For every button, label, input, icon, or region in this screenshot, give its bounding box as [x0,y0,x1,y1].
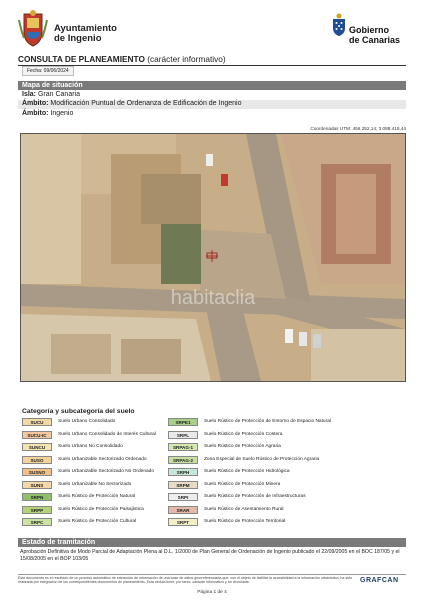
legend-code: SRPL [168,431,198,439]
legend-desc: Suelo Rústico de Protección Territorial [204,519,286,524]
legend-code: SUSO [22,456,52,464]
page-number: Página 1 de 4 [197,590,227,595]
legend-code: SRPM [168,481,198,489]
legend-code: SRPAG-2 [168,456,198,464]
map-watermark: habitaclia [170,287,256,309]
legend-row [168,418,358,427]
legend-title: Categoría y subcategoría del suelo [22,408,135,415]
section-header-mapa: Mapa de situación [18,81,406,90]
ambito-value-2: Ingenio [50,110,74,117]
legend-desc: Suelo Urbanizable Sectorizado Ordenado [58,456,147,462]
ayuntamiento-line1: Ayuntamiento [54,23,117,34]
legend-desc: Zona Especial de Suelo Rústico de Protección Agraria [204,456,320,462]
ambito-row-2 [18,110,406,119]
legend-code: SRPH [168,468,198,476]
legend-desc: Suelo Rústico de Asentamiento Rural [204,506,284,512]
legend-desc: Suelo Rústico de Protección Hidrológica [204,469,290,474]
isla-row [18,91,406,100]
legend-code: SRPAG-1 [168,443,198,451]
ambito-value-1: Modificación Puntual de Ordenanza de Edificación de Ingenio [50,100,242,107]
legend-row [168,456,358,465]
legend-desc: Suelo Rústico de Protección Agraria [204,444,281,449]
aerial-photo [21,134,405,381]
gobierno-line2: de Canarias [349,34,401,45]
legend-code: SRPT [168,518,198,526]
legend-desc: Suelo Urbano No Consolidado [58,444,123,449]
legend-desc: Suelo Rústico de Protección Paisajística [58,506,144,512]
gobierno-line1: Gobierno [349,25,389,35]
legend-code: SRPE1 [168,418,198,426]
legend-row [168,468,358,477]
page-header [0,0,424,52]
legend-desc: Suelo Rústico de Protección Minera [204,481,281,487]
legend-code: SRPN [22,493,52,501]
legend-code: SRAR [168,506,198,514]
legend-desc: Suelo Rústico de Protección Natural [58,494,136,499]
legend-row [168,481,358,490]
aerial-map[interactable] [20,133,406,382]
legend-code: SRPI [168,493,198,501]
isla-value: Gran Canaria [37,91,80,98]
tramitacion-text: Aprobación Definitiva de Modo Parcial de Adaptación Plena al D.L. 1/2000 de Plan General de Ordenación de Ingenio publicado el 22/09/2005 en el BOC 187/05 y el 15/08/2005 en el BOP 103/05 [20,549,400,562]
legend-desc: Suelo Rústico de Protección Cultural [58,519,137,524]
ayuntamiento-line2: de Ingenio [54,33,102,44]
legend-code: SRPC [22,518,52,526]
ambito-label-2: Ámbito: [22,110,49,117]
section-header-tramitacion: Estado de tramitación [18,538,406,547]
utm-coordinates: Coordenadas UTM: 456.252,14, 3.088.415,44 [310,126,406,131]
date-badge: Fecha: 09/06/2024 [22,66,74,76]
legend-row [168,518,358,527]
document-title [18,54,406,66]
isla-label: Isla: [22,91,37,98]
legend-code: SUCU-IC [22,431,52,439]
legend-desc: Suelo Rústico de Protección Costera [204,431,283,437]
gobierno-canarias-seal [331,13,347,37]
legend-desc: Suelo Urbanizable No Sectorizado [58,481,132,487]
legend-row [168,443,358,452]
title-text: CONSULTA DE PLANEAMIENTO [18,54,145,64]
legend-desc: Suelo Urbano Consolidado [58,419,116,424]
ambito-row-1 [18,100,406,109]
title-subtitle: (carácter informativo) [147,54,226,64]
legend-desc: Suelo Urbanizable Sectorizado No Ordenado [58,469,154,474]
disclaimer-text: Este documento es el resultado de un proceso automático de extracción de información de una base de datos georreferenciada que, con el objeto de facilitar la accesibilidad a la información urbanística, ha sido realizada por integración de los correspondientes documentos de planeamiento. Esta cédula tiene, por tanto, carácter informativo y no vinculante. [18,576,353,585]
legend-row [168,493,358,502]
ambito-label-1: Ámbito: [22,100,49,107]
legend-code: SUNCU [22,443,52,451]
legend-desc: Suelo Rústico de Protección de Infraestructuras [204,494,306,499]
legend-row [168,431,358,440]
legend-code: SUSNO [22,468,52,476]
gobierno-name [349,26,400,45]
grafcan-logo: GRAFCAN [360,577,399,584]
footer-divider [18,574,406,575]
legend-code: SRPP [22,506,52,514]
legend-desc: Suelo Urbano Consolidado de Interés Cultural [58,431,156,437]
legend-row [168,506,358,515]
coat-of-arms-logo [18,10,48,48]
ayuntamiento-name [54,24,117,44]
legend-code: SUCU [22,418,52,426]
legend-desc: Suelo Rústico de Protección de Entorno de Espacio Natural [204,419,331,424]
legend-code: SUNS [22,481,52,489]
